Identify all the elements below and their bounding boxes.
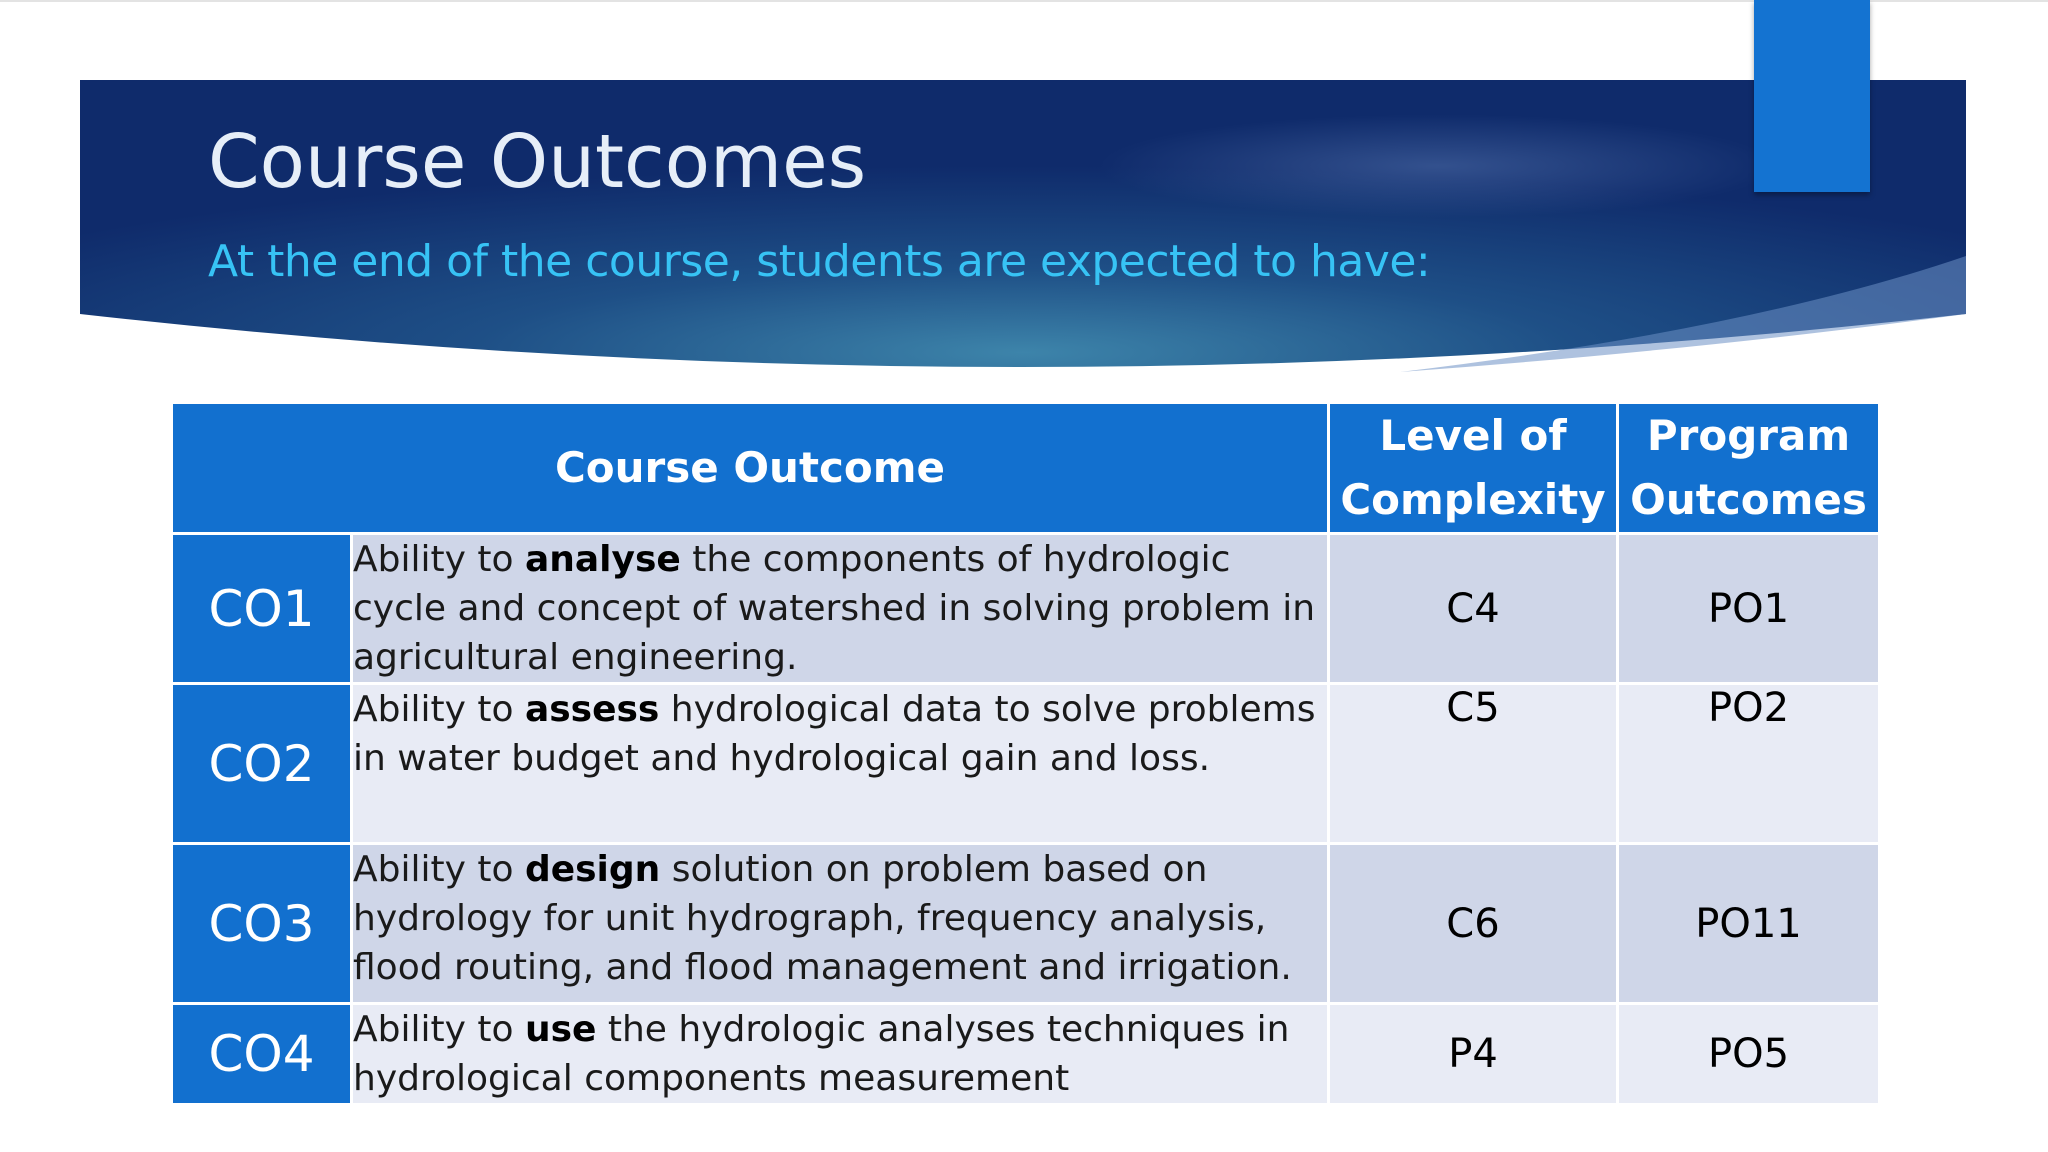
table-row	[172, 534, 1880, 684]
outcome-id: CO1	[172, 534, 352, 684]
desc-verb: use	[524, 1009, 597, 1050]
desc-verb: analyse	[524, 539, 681, 580]
complexity-level: C4	[1329, 534, 1618, 684]
complexity-level: P4	[1329, 1004, 1618, 1105]
outcome-description	[352, 1004, 1329, 1105]
course-outcomes-table	[170, 401, 1881, 1106]
outcome-id: CO3	[172, 844, 352, 1004]
header-level-of-complexity	[1329, 403, 1618, 534]
accent-tab	[1754, 0, 1870, 192]
program-outcome: PO5	[1618, 1004, 1880, 1105]
slide-subtitle: At the end of the course, students are expected to have:	[208, 236, 1431, 287]
outcome-description	[352, 684, 1329, 844]
complexity-level: C6	[1329, 844, 1618, 1004]
desc-verb: design	[524, 849, 661, 890]
outcome-description	[352, 534, 1329, 684]
desc-suffix: the hydrologic analyses techniques in hydrological components measurement	[353, 1009, 1290, 1099]
desc-prefix: Ability to	[353, 1009, 525, 1050]
header-level-line1: Level of	[1379, 411, 1567, 460]
header-program-line1: Program	[1646, 411, 1851, 460]
complexity-level: C5	[1329, 684, 1618, 844]
program-outcome: PO11	[1618, 844, 1880, 1004]
header-program-line2: Outcomes	[1630, 475, 1867, 524]
desc-prefix: Ability to	[353, 689, 525, 730]
desc-suffix: hydrological data to solve problems in water budget and hydrological gain and loss.	[353, 689, 1316, 779]
slide-title: Course Outcomes	[208, 119, 867, 205]
desc-suffix: the components of hydrologic cycle and concept of watershed in solving problem in agricultural engineering.	[353, 539, 1316, 678]
desc-prefix: Ability to	[353, 539, 525, 580]
desc-prefix: Ability to	[353, 849, 525, 890]
outcome-id: CO2	[172, 684, 352, 844]
header-course-outcome: Course Outcome	[172, 403, 1329, 534]
program-outcome: PO2	[1618, 684, 1880, 844]
desc-verb: assess	[524, 689, 660, 730]
outcome-description	[352, 844, 1329, 1004]
table-row	[172, 684, 1880, 844]
table-row	[172, 844, 1880, 1004]
desc-suffix: solution on problem based on hydrology for unit hydrograph, frequency analysis, flood routing, and flood management and irrigation.	[353, 849, 1292, 988]
program-outcome: PO1	[1618, 534, 1880, 684]
header-level-line2: Complexity	[1340, 475, 1606, 524]
header-program-outcomes	[1618, 403, 1880, 534]
table-row	[172, 1004, 1880, 1105]
outcome-id: CO4	[172, 1004, 352, 1105]
